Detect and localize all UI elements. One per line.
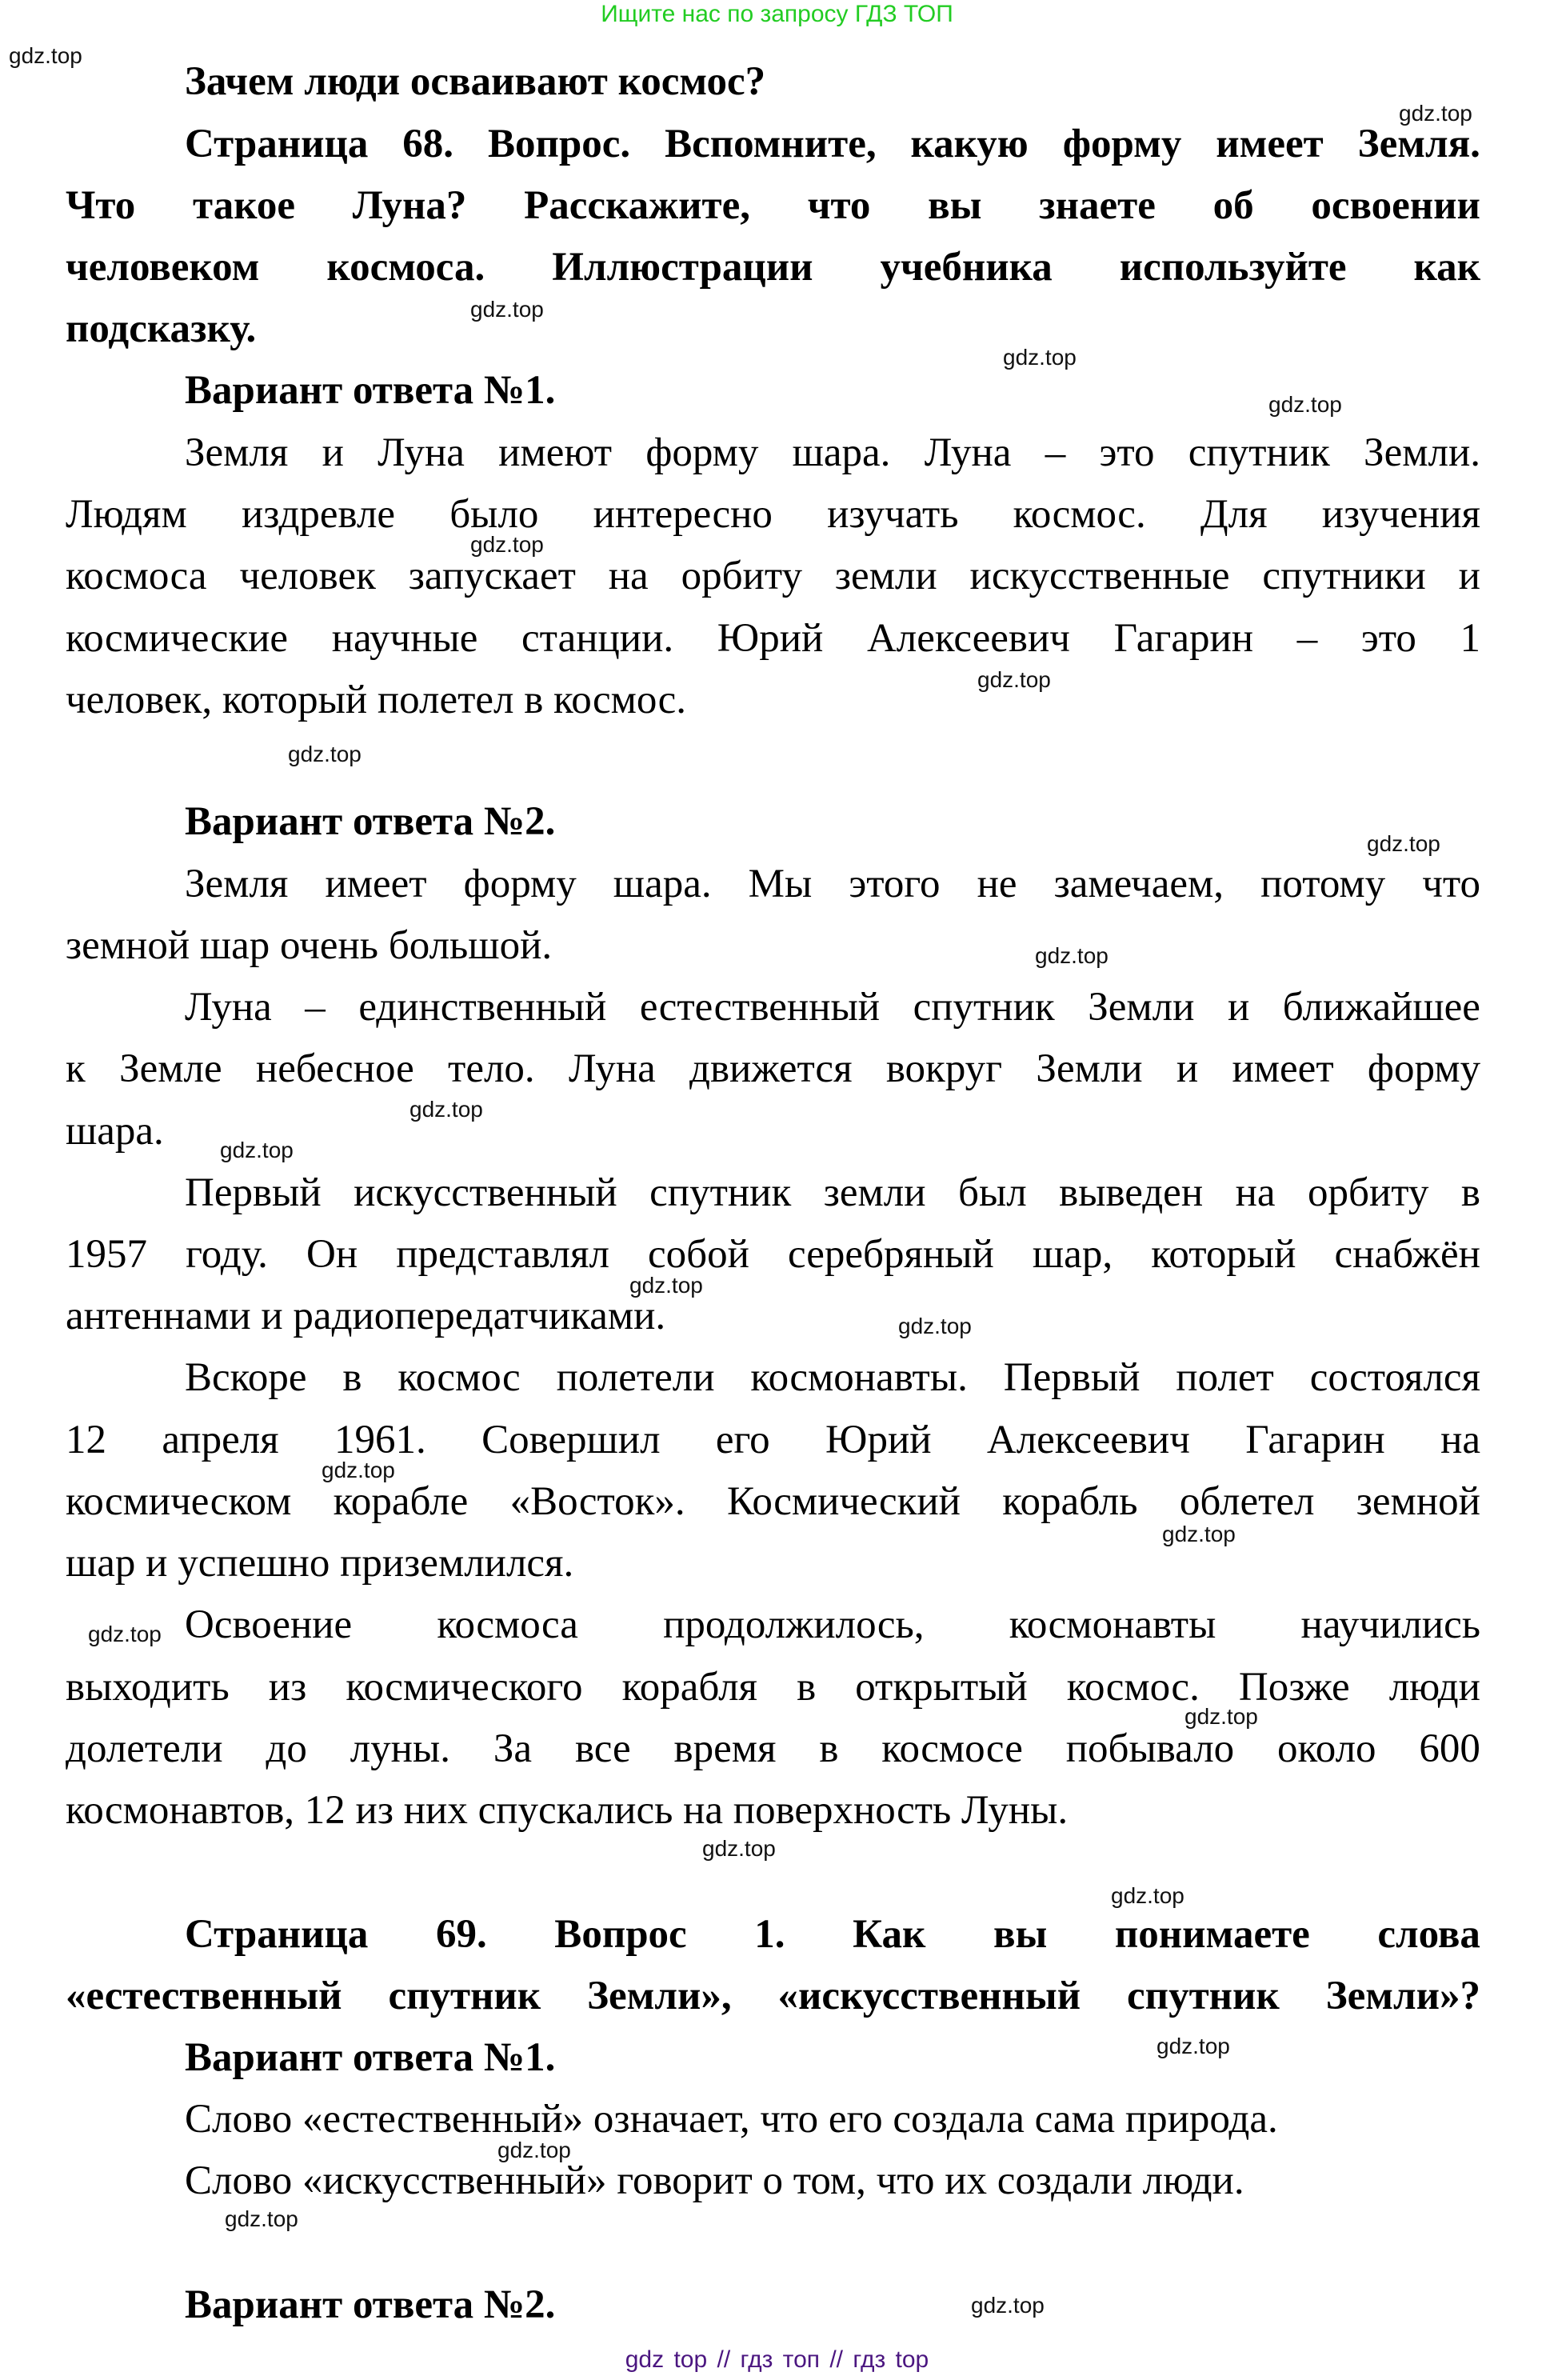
watermark: gdz.top xyxy=(470,532,544,557)
variant-heading: Вариант ответа №2. xyxy=(185,799,556,844)
answer-line: Вскоре в космос полетели космонавты. Первый полет состоялся xyxy=(185,1355,1480,1400)
watermark: gdz.top xyxy=(1111,1883,1184,1908)
answer-line: 1957 году. Он представлял собой серебряный шар, который снабжён xyxy=(66,1232,1480,1277)
answer-line: Земля и Луна имеют форму шара. Луна – это спутник Земли. xyxy=(185,430,1480,475)
answer-line: шар и успешно приземлился. xyxy=(66,1541,574,1586)
answer-line: Первый искусственный спутник земли был выведен на орбиту в xyxy=(185,1170,1480,1215)
watermark: gdz.top xyxy=(470,297,544,322)
answer-line: 12 апреля 1961. Совершил его Юрий Алексеевич Гагарин на xyxy=(66,1418,1480,1462)
question-line: Страница 68. Вопрос. Вспомните, какую форму имеет Земля. xyxy=(185,122,1480,166)
watermark: gdz.top xyxy=(220,1138,294,1162)
answer-line: космические научные станции. Юрий Алексеевич Гагарин – это 1 xyxy=(66,616,1480,661)
answer-line: шара. xyxy=(66,1109,164,1154)
watermark: gdz.top xyxy=(9,43,82,68)
footer-links[interactable]: gdz top // гдз топ // гдз top xyxy=(625,2346,929,2373)
watermark: gdz.top xyxy=(1162,1522,1236,1546)
answer-line: космонавтов, 12 из них спускались на поверхность Луны. xyxy=(66,1788,1069,1833)
watermark: gdz.top xyxy=(322,1458,395,1482)
answer-line: Людям издревле было интересно изучать космос. Для изучения xyxy=(66,492,1480,537)
watermark: gdz.top xyxy=(88,1622,162,1646)
section-title: Зачем люди осваивают космос? xyxy=(185,59,766,104)
watermark: gdz.top xyxy=(288,742,362,766)
watermark: gdz.top xyxy=(1003,345,1077,370)
watermark: gdz.top xyxy=(629,1273,703,1298)
watermark: gdz.top xyxy=(971,2293,1045,2318)
question-line: Страница 69. Вопрос 1. Как вы понимаете слова xyxy=(185,1912,1480,1957)
watermark: gdz.top xyxy=(497,2138,571,2162)
watermark: gdz.top xyxy=(1268,392,1342,417)
watermark: gdz.top xyxy=(1184,1704,1258,1729)
variant-heading: Вариант ответа №1. xyxy=(185,2035,556,2080)
answer-line: космоса человек запускает на орбиту земли искусственные спутники и xyxy=(66,554,1480,598)
question-line: Что такое Луна? Расскажите, что вы знаете об освоении xyxy=(66,183,1480,228)
answer-line: Слово «естественный» означает, что его создала сама природа. xyxy=(185,2097,1278,2142)
question-line: «естественный спутник Земли», «искусственный спутник Земли»? xyxy=(66,1974,1480,2018)
watermark: gdz.top xyxy=(225,2206,298,2231)
search-banner[interactable]: Ищите нас по запросу ГДЗ ТОП xyxy=(601,1,953,27)
watermark: gdz.top xyxy=(1367,831,1440,856)
answer-line: человек, который полетел в космос. xyxy=(66,678,687,722)
question-line: человеком космоса. Иллюстрации учебника используйте как xyxy=(66,245,1480,290)
watermark: gdz.top xyxy=(409,1097,483,1122)
variant-heading: Вариант ответа №2. xyxy=(185,2282,556,2327)
answer-line: Луна – единственный естественный спутник Земли и ближайшее xyxy=(185,985,1480,1030)
answer-line: Слово «искусственный» говорит о том, что их создали люди. xyxy=(185,2158,1244,2203)
question-line: подсказку. xyxy=(66,306,257,351)
answer-line: долетели до луны. За все время в космосе побывало около 600 xyxy=(66,1726,1480,1771)
watermark: gdz.top xyxy=(898,1314,972,1338)
answer-line: Земля имеет форму шара. Мы этого не замечаем, потому что xyxy=(185,862,1480,906)
answer-line: космическом корабле «Восток». Космический корабль облетел земной xyxy=(66,1479,1480,1524)
answer-line: антеннами и радиопередатчиками. xyxy=(66,1294,666,1338)
watermark: gdz.top xyxy=(1035,943,1109,968)
answer-line: Освоение космоса продолжилось, космонавты научились xyxy=(185,1602,1480,1647)
watermark: gdz.top xyxy=(1399,101,1472,126)
watermark: gdz.top xyxy=(977,667,1051,692)
answer-line: земной шар очень большой. xyxy=(66,923,553,968)
watermark: gdz.top xyxy=(702,1836,776,1861)
answer-line: к Земле небесное тело. Луна движется вокруг Земли и имеет форму xyxy=(66,1046,1480,1091)
variant-heading: Вариант ответа №1. xyxy=(185,368,556,413)
watermark: gdz.top xyxy=(1157,2034,1230,2058)
answer-line: выходить из космического корабля в открытый космос. Позже люди xyxy=(66,1665,1480,1710)
